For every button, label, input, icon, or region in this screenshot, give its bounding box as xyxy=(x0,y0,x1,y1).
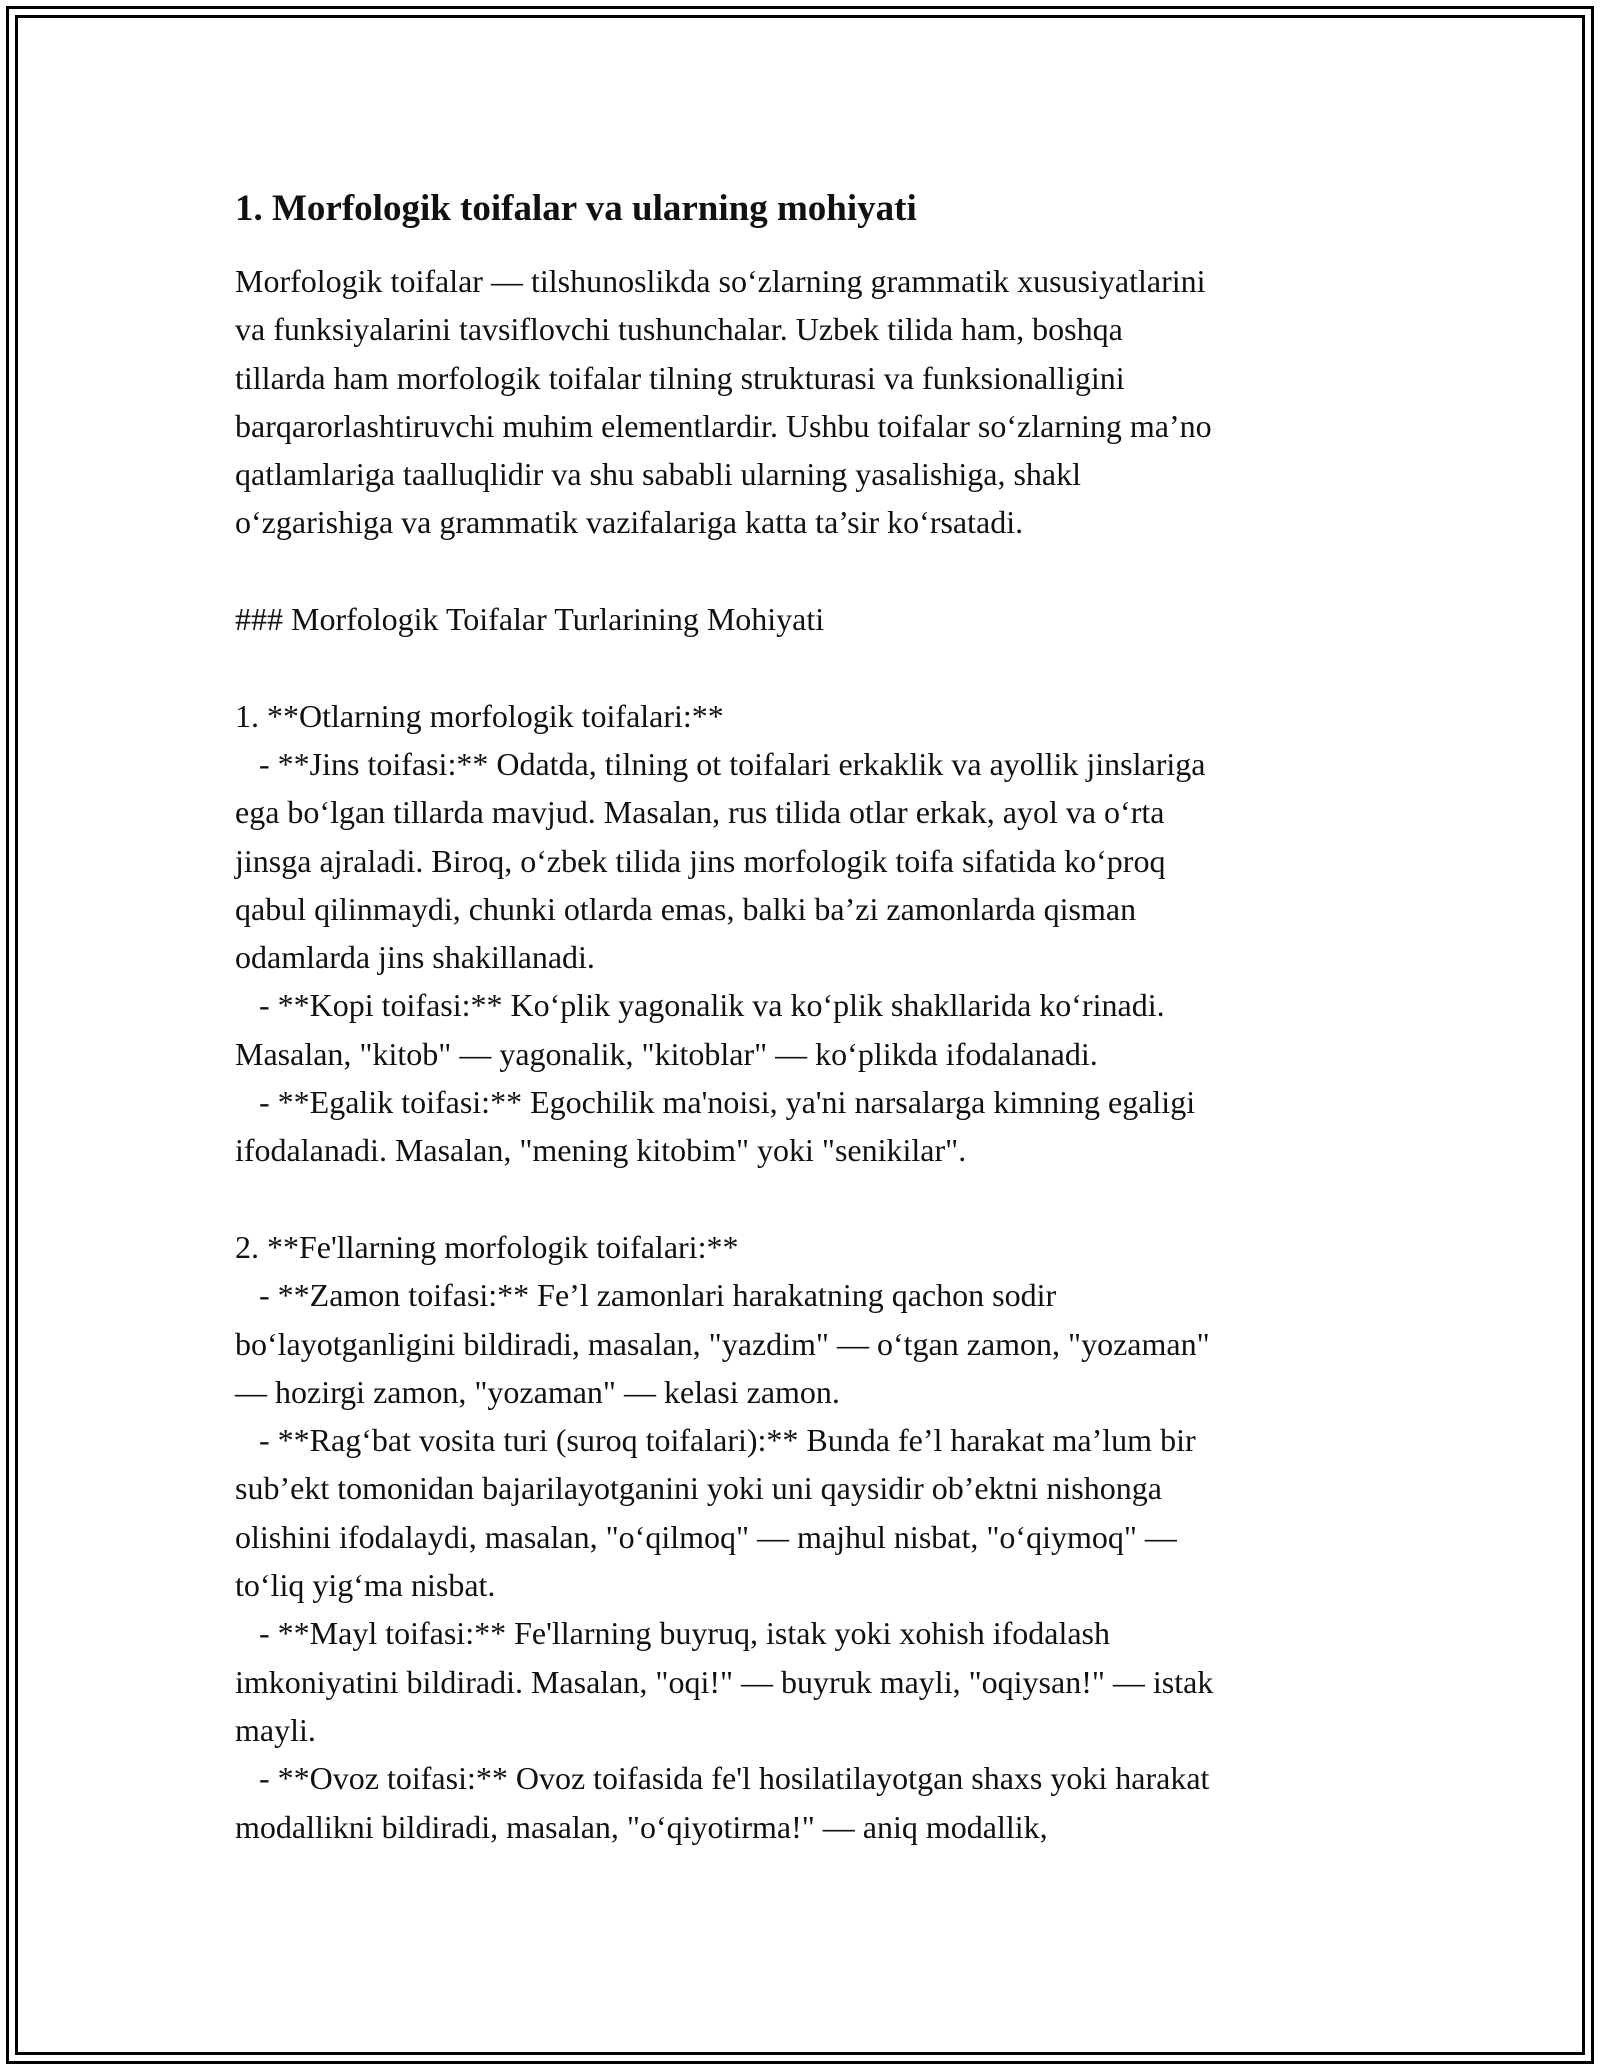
text-line: qatlamlariga taalluqlidir va shu sababli ularning yasalishiga, shakl xyxy=(235,456,1081,493)
text-line: modallikni bildiradi, masalan, "o‘qiyotirma!" — aniq modallik, xyxy=(235,1808,1048,1845)
text-line: barqarorlashtiruvchi muhim elementlardir. Ushbu toifalar so‘zlarning ma’no xyxy=(235,407,1212,444)
text-line: — hozirgi zamon, "yozaman" — kelasi zamon. xyxy=(235,1373,840,1410)
text-line: - **Kopi toifasi:** Ko‘plik yagonalik va ko‘plik shakllarida ko‘rinadi. xyxy=(235,987,1165,1024)
document-text xyxy=(235,257,1380,1851)
text-line: ega bo‘lgan tillarda mavjud. Masalan, rus tilida otlar erkak, ayol va o‘rta xyxy=(235,794,1165,831)
text-line: 2. **Fe'llarning morfologik toifalari:** xyxy=(235,1228,739,1265)
blank-line xyxy=(235,547,1380,595)
text-line: - **Jins toifasi:** Odatda, tilning ot toifalari erkaklik va ayollik jinslariga xyxy=(235,745,1206,782)
text-line: va funksiyalarini tavsiflovchi tushunchalar. Uzbek tilida ham, boshqa xyxy=(235,311,1123,348)
text-line: - **Mayl toifasi:** Fe'llarning buyruq, istak yoki xohish ifodalash xyxy=(235,1615,1110,1652)
text-line: ### Morfologik Toifalar Turlarining Mohiyati xyxy=(235,601,825,638)
blank-line xyxy=(235,643,1380,691)
text-line: Masalan, "kitob" — yagonalik, "kitoblar" — ko‘plikda ifodalanadi. xyxy=(235,1035,1098,1072)
text-line: ifodalanadi. Masalan, "mening kitobim" yoki "senikilar". xyxy=(235,1132,967,1169)
text-line: - **Egalik toifasi:** Egochilik ma'noisi, ya'ni narsalarga kimning egaligi xyxy=(235,1084,1196,1121)
text-line: olishini ifodalaydi, masalan, "o‘qilmoq" — majhul nisbat, "o‘qiymoq" — xyxy=(235,1518,1177,1555)
text-line: 1. **Otlarning morfologik toifalari:** xyxy=(235,697,724,734)
text-line: - **Ovoz toifasi:** Ovoz toifasida fe'l hosilatilayotgan shaxs yoki harakat xyxy=(235,1760,1210,1797)
text-line: o‘zgarishiga va grammatik vazifalariga katta ta’sir ko‘rsatadi. xyxy=(235,504,1024,541)
text-line: - **Zamon toifasi:** Fe’l zamonlari harakatning qachon sodir xyxy=(235,1277,1057,1314)
blank-line xyxy=(235,1175,1380,1223)
text-line: imkoniyatini bildiradi. Masalan, "oqi!" — buyruk mayli, "oqiysan!" — istak xyxy=(235,1663,1214,1700)
text-line: mayli. xyxy=(235,1711,316,1748)
text-line: - **Rag‘bat vosita turi (suroq toifalari):** Bunda fe’l harakat ma’lum bir xyxy=(235,1422,1196,1459)
document-title: 1. Morfologik toifalar va ularning mohiyati xyxy=(235,188,917,229)
text-line: odamlarda jins shakillanadi. xyxy=(235,939,595,976)
text-line: jinsga ajraladi. Biroq, o‘zbek tilida jins morfologik toifa sifatida ko‘proq xyxy=(235,842,1166,879)
text-line: qabul qilinmaydi, chunki otlarda emas, balki ba’zi zamonlarda qisman xyxy=(235,890,1137,927)
text-line: tillarda ham morfologik toifalar tilning strukturasi va funksionalligini xyxy=(235,359,1125,396)
document-body xyxy=(235,185,1380,1851)
text-line: to‘liq yig‘ma nisbat. xyxy=(235,1567,496,1604)
text-line: Morfologik toifalar — tilshunoslikda so‘zlarning grammatik xususiyatlarini xyxy=(235,263,1206,299)
text-line: bo‘layotganligini bildiradi, masalan, "yazdim" — o‘tgan zamon, "yozaman" xyxy=(235,1325,1210,1362)
text-line: sub’ekt tomonidan bajarilayotganini yoki uni qaysidir ob’ektni nishonga xyxy=(235,1470,1162,1507)
